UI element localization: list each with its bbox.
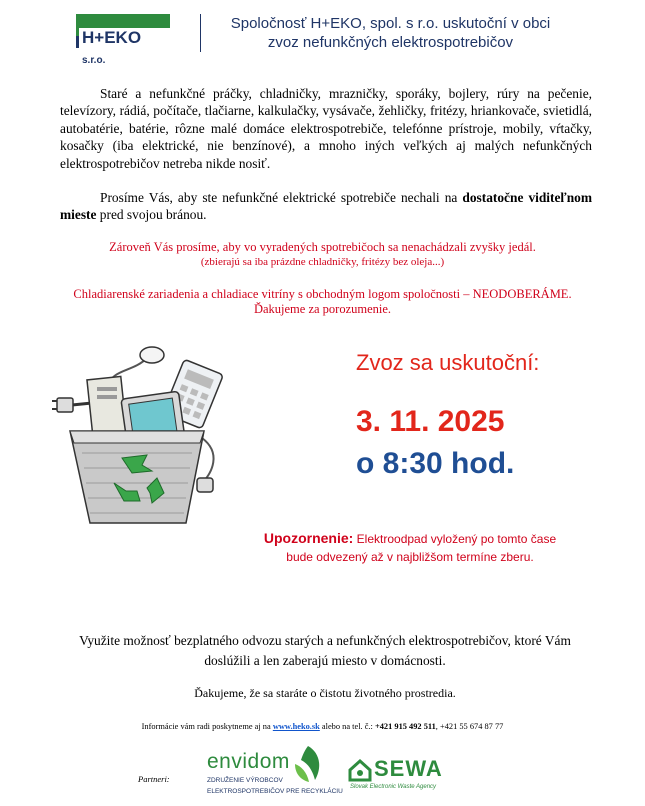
warning-notice (245, 529, 575, 566)
primary-phone: +421 915 492 511 (374, 722, 436, 731)
title-line2: zvoz nefunkčných elektrospotrebičov (267, 34, 514, 51)
heko-website-link[interactable]: www.heko.sk (272, 722, 320, 731)
partners-label: Partneri: (138, 774, 170, 784)
warning-text-line1: Elektroodpad vyložený po tomto čase (356, 532, 557, 546)
collection-label: Zvoz sa uskutoční: (356, 350, 540, 375)
items-paragraph: Staré a nefunkčné práčky, chladničky, mrazničky, sporáky, bojlery, rúry na pečenie, televízory, rádiá, počítače, tlačiarne, kalkulačky, vysávače, žehličky, fritézy, hriankovače, svietidlá, autobatérie, batérie, rôzne malé domáce elektrospotrebiče, telefónne prístroje, mobily, vŕtačky, kosačky (iba elektrické, nie benzínové), a mnoho iných veľkých aj malých nefunkčných elektrospotrebičov netreba nikde nosiť. (60, 86, 592, 171)
warning-text-line2: bude odvezený až v najbližšom termíne zberu. (286, 550, 534, 564)
food-notice-line1: Zároveň Vás prosíme, aby vo vyradených spotrebičoch sa nenachádzali zvyšky jedál. (109, 240, 536, 254)
info-start: Informácie vám radi poskytneme aj na (141, 722, 273, 731)
thanks-text: Ďakujeme, že sa staráte o čistotu životného prostredia. (194, 686, 456, 700)
envidom-leaf-icon (291, 744, 325, 784)
envidom-sub1: ZDRUŽENIE VÝROBCOV (207, 777, 283, 784)
free-collection-paragraph: Využite možnosť bezplatného odvozu starých a nefunkčných elektrospotrebičov, ktoré Vám doslúžili a len zaberajú miesto v domácnosti. (79, 633, 571, 668)
logo-suffix: s.r.o. (82, 55, 106, 66)
secondary-phone: , +421 55 674 87 77 (435, 722, 504, 731)
refrigeration-notice (30, 287, 615, 317)
sewa-house-icon (348, 758, 372, 782)
collection-time: o 8:30 hod. (356, 447, 515, 480)
refrigeration-notice-line1: Chladiarenské zariadenia a chladiace vitríny s obchodným logom spoločnosti – NEODOBERÁME. (73, 287, 572, 301)
placement-text-end: pred svojou bránou. (96, 207, 207, 223)
sewa-name: SEWA (374, 756, 443, 781)
logo-main: H+EKO (82, 28, 142, 47)
envidom-name: envidom (207, 750, 290, 773)
placement-paragraph (60, 189, 592, 224)
heko-logo (76, 14, 170, 66)
title-line1: Spoločnosť H+EKO, spol. s r.o. uskutoční v obci (230, 15, 551, 32)
envidom-sub2: ELEKTROSPOTREBIČOV PRE RECYKLÁCIU (207, 787, 343, 795)
page-title (200, 14, 580, 52)
warning-label: Upozornenie: (263, 530, 354, 546)
placement-text-bold: dostatočne viditeľnom mieste (60, 190, 592, 223)
contact-info (30, 722, 615, 731)
refrigeration-notice-line2: Ďakujeme za porozumenie. (253, 302, 392, 316)
recycling-bin-illustration (52, 343, 227, 531)
food-remains-notice (30, 240, 615, 270)
info-mid: alebo na tel. č.: (319, 722, 375, 731)
collection-date: 3. 11. 2025 (356, 405, 505, 438)
placement-text-start: Prosíme Vás, aby ste nefunkčné elektrické spotrebiče nechali na (100, 190, 463, 205)
sewa-logo (374, 756, 443, 782)
sewa-subtitle: Slovak Electronic Waste Agency (350, 784, 437, 790)
food-notice-line2: (zbierajú sa iba prázdne chladničky, fritézy bez oleja...) (200, 256, 445, 268)
